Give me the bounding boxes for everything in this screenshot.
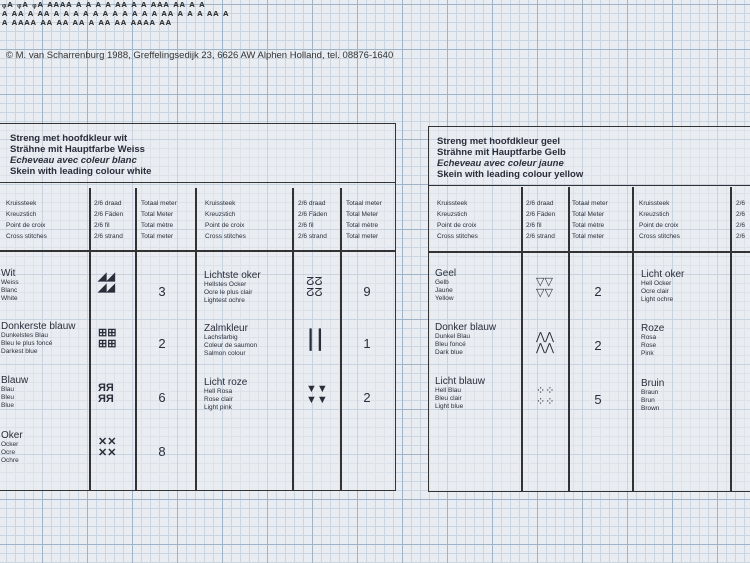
colour-entry: Licht blauw Hell Blau Bleu clair Light blue [435,376,486,410]
heading-english: Skein with leading colour white [10,166,152,177]
col-header-meter: Totaal meter Total Meter Total mètre Total meter [572,200,608,240]
meter-count: 6 [158,390,166,405]
colour-entry: Licht oker Hell Ocker Ocre clair Light ochre [641,269,685,303]
meter-count: 2 [594,284,602,299]
heading-dutch: Streng met hoofdkleur wit [10,133,128,144]
column-divider [89,188,91,490]
colour-entry: Zalmkleur Lachsfarbig Coleur de saumon Salmon colour [204,323,258,357]
meter-count: 9 [363,284,371,299]
skein-table-white [0,123,396,491]
column-divider [568,187,570,491]
col-header-meter: Totaal meter Total Meter Total mètre Total meter [346,200,382,240]
column-divider [730,187,732,491]
stitch-symbol: ⁘⁘ ⁘⁘ [536,385,555,408]
column-divider [195,188,197,490]
meter-count: 5 [594,392,602,407]
col-header-strand: 2/6 draad 2/6 Fäden 2/6 fil 2/6 strand [94,200,124,240]
colour-entry: Wit Weiss Blanc White [1,268,19,302]
stitch-symbol: ▼▼ ▼▼ [306,383,328,406]
colour-entry: Geel Gelb Jaune Yellow [435,268,457,302]
panel-heading [0,124,395,183]
heading-english: Skein with leading colour yellow [437,169,584,180]
meter-count: 8 [158,444,166,459]
col-header-strand: 2/6 draad 2/6 Fäden 2/6 fil 2/6 strand [526,200,556,240]
stitch-symbol: ⊞⊞ ⊞⊞ [98,327,117,350]
skein-table-yellow [428,126,750,492]
col-header-strand: 2/6 draad 2/6 Fäden 2/6 fil 2/6 strand [298,200,328,240]
column-divider [135,188,137,490]
stitch-symbol: ⋀⋀ ⋀⋀ [536,331,555,354]
stitch-symbol: ▽▽ ▽▽ [536,276,553,299]
colour-entry: Blauw Blau Bleu Blue [1,375,29,409]
meter-count: 2 [158,336,166,351]
col-header-strand: 2/6 2/6 2/6 2/6 [736,200,746,240]
symbol-row: ᵩᴀ ᵩᴀ ᵩᴀ ᴀᴀᴀᴀ ᴀ ᴀ ᴀ ᴀ ᴀᴀ ᴀ ᴀ ᴀᴀᴀ ᴀᴀ ᴀ ᴀ [2,0,206,9]
meter-count: 2 [594,338,602,353]
colour-entry: Lichtste oker Hellstes Ocker Ocre le plus clair Lightest ochre [204,270,261,304]
col-header-stitches: Kruissteek Kreuzstich Point de croix Cross stitches [205,200,246,240]
symbol-strip [0,0,750,30]
heading-german: Strähne mit Hauptfarbe Gelb [437,147,566,158]
colour-entry: Donkerste blauw Dunkelstes Blau Bleu le plus foncé Darkest blue [1,321,76,355]
meter-count: 1 [363,336,371,351]
colour-entry: Bruin Braun Brun Brown [641,378,665,412]
header-rule [0,250,395,252]
col-header-stitches: Kruissteek Kreuzstich Point de croix Cross stitches [6,200,47,240]
header-rule [429,251,750,253]
symbol-row: ᴀ ᴀᴀᴀᴀ ᴀᴀ ᴀᴀ ᴀᴀ ᴀ ᴀᴀ ᴀᴀ ᴀᴀᴀᴀ ᴀᴀ [2,17,173,27]
col-header-stitches: Kruissteek Kreuzstich Point de croix Cross stitches [639,200,680,240]
stitch-symbol: ⵒⵒ ⵒⵒ [306,276,323,299]
colour-entry: Roze Rosa Rose Pink [641,323,665,357]
colour-entry: Donker blauw Dunkel Blau Bleu foncé Dark blue [435,322,497,356]
heading-dutch: Streng met hoofdkleur geel [437,136,560,147]
colour-entry: Licht roze Hell Rosa Rose clair Light pink [204,377,248,411]
heading-german: Strähne mit Hauptfarbe Weiss [10,144,145,155]
colour-entry: Oker Ocker Ocre Ochre [1,430,23,464]
stitch-symbol: ◢◢ ◢◢ [98,271,115,294]
col-header-meter: Totaal meter Total Meter Total mètre Total meter [141,200,177,240]
stitch-symbol: ❙❙ ❙❙ [306,328,325,351]
copyright-line: © M. van Scharrenburg 1988, Greffelingsedijk 23, 6626 AW Alphen Holland, tel. 08876-1640 [6,50,394,61]
column-divider [292,188,294,490]
symbol-row: ᴀ ᴀᴀ ᴀ ᴀᴀ ᴀ ᴀ ᴀ ᴀ ᴀ ᴀ ᴀ ᴀ ᴀ ᴀ ᴀ ᴀᴀ ᴀ ᴀ ᴀ ᴀᴀ ᴀ [2,8,230,18]
meter-count: 2 [363,390,371,405]
column-divider [340,188,342,490]
stitch-symbol: ✕✕ ✕✕ [98,436,117,459]
stitch-symbol: ЯЯ ЯЯ [98,382,114,405]
heading-french: Echeveau avec coleur jaune [437,158,564,169]
heading-french: Echeveau avec coleur blanc [10,155,137,166]
col-header-stitches: Kruissteek Kreuzstich Point de croix Cross stitches [437,200,478,240]
meter-count: 3 [158,284,166,299]
column-divider [632,187,634,491]
column-divider [521,187,523,491]
panel-heading [429,127,750,186]
